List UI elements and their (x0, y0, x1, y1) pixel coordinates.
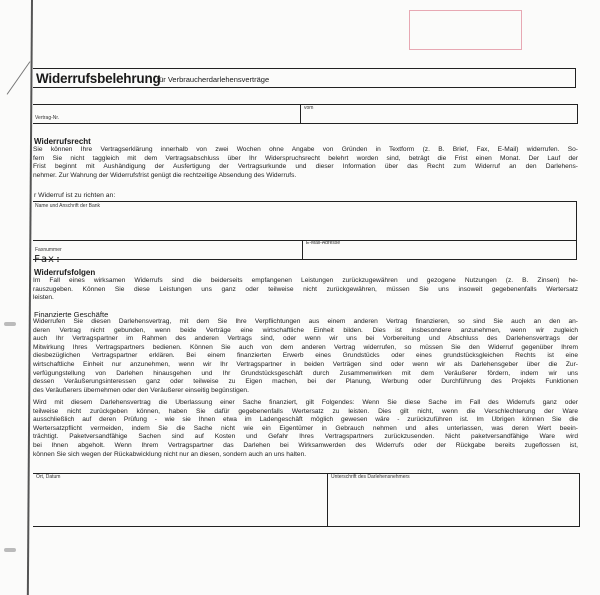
fax-value: Fax: (34, 254, 63, 265)
text-line: teilweise nicht zurückgeben können, haben Sie dafür gegebenenfalls Wertersatz zu leisten. Dies gilt nicht, wenn die Verschlechterung der Ware (33, 407, 578, 415)
page-subtitle: für Verbraucherdarlehensverträge (157, 75, 270, 84)
scan-artifact (7, 61, 31, 94)
email-label: E-Mail-Adresse (306, 240, 341, 246)
borrower-signature-label: Unterschrift des Darlehensnehmers (331, 474, 410, 480)
text-line: bei Ihnen abgeholt. Wenn Ihrem Vertragspartner das Darlehen bei Wirksamwerden des Widerrufs oder der Rückgabe bereits zugeflossen ist, (33, 441, 578, 449)
text-line: Mitwirkung Ihres Vertragspartners bedienen. Können Sie auch von dem anderen Vertrag widerrufen, so müssen Sie den Widerruf gegenüber Ihrem (33, 343, 578, 351)
text-line: leisten. (33, 294, 54, 302)
text-line: fern Sie nicht taggleich mit dem Vertragsabschluss über Ihr Widerspruchsrecht belehrt worden sind, beträgt die Frist einen Monat. Der Lauf der (33, 154, 578, 162)
recipient-intro: r Widerruf ist zu richten an: (34, 192, 116, 199)
text-line: diesbezüglichen Vertragspartner erklären. Bei einem finanzierten Erwerb eines Grundstücks oder eines grundstücksgleichen Rechts ist eine (33, 352, 578, 360)
section-heading-widerrufsfolgen: Widerrufsfolgen (34, 268, 96, 277)
page-title: Widerrufsbelehrung (36, 71, 161, 86)
text-line: rauszugeben. Können Sie diese Leistungen uns ganz oder teilweise nicht zurückgewähren, müssen Sie uns insoweit gegebenenfalls Wertersatz (33, 285, 578, 293)
divider (300, 104, 301, 124)
text-line: ausschließlich auf deren Prüfung - wie sie Ihnen etwa im Ladengeschäft möglich gewesen wäre - zurückzuführen ist. Im Übrigen können Sie die (33, 416, 578, 424)
divider (302, 241, 303, 260)
text-line: Wird mit diesem Darlehensvertrag die Überlassung einer Sache finanziert, gilt Folgendes: Wenn Sie diese Sache im Fall des Widerrufs ganz oder (33, 399, 578, 406)
date-from-label: vom (304, 105, 314, 111)
paragraph-finanzierte-geschaefte (33, 318, 578, 395)
text-line: deren Vertrag nicht gebunden, wenn beide Verträge eine wirtschaftliche Einheit bilden. Dies ist insbesondere anzunehmen, wenn wir zugleich (33, 326, 578, 334)
signature-box (33, 473, 580, 527)
text-line: nehmer. Zur Wahrung der Widerrufsfrist genügt die rechtzeitige Absendung des Widerrufs. (33, 171, 297, 179)
paragraph-ware (33, 399, 578, 459)
contact-box (33, 241, 577, 260)
text-line: Frist beginnt mit Aushändigung der Ausfertigung der Vertragsurkunde und dieser Information über das Recht zum Widerruf an den Darlehens- (33, 163, 578, 171)
text-line: verfügungstellung von Darlehen hinausgehen und Ihr Grundstücksgeschäft durch Zusammenwirken mit dem Veräußerer fördern, indem wir uns (33, 369, 578, 377)
text-line: wirtschaftliche Einheit nur anzunehmen, wenn wir Ihr Vertragspartner in beiden Verträgen sind oder wenn wir als Darlehensgeber über die Zur- (33, 360, 578, 368)
paragraph-widerrufsfolgen (33, 277, 578, 303)
text-line: Wertersatzpflicht vermeiden, indem Sie die Sache nicht wie ein Eigentümer in Gebrauch nehmen und alles unterlassen, was deren Wert beein- (33, 424, 578, 432)
section-heading-finanzierte-geschaefte: Finanzierte Geschäfte (34, 310, 109, 319)
bank-address-box (33, 201, 577, 241)
divider (327, 473, 328, 527)
bank-address-label: Name und Anschrift der Bank (35, 203, 101, 209)
text-line: dessen Veräußerungsinteressen ganz oder teilweise zu Eigen machen, bei der Planung, Werbung oder Durchführung des Projekts Funktionen (33, 378, 578, 386)
margin-line (27, 0, 33, 595)
text-line: des Veräußerers übernehmen oder den Veräußerer einseitig begünstigen. (33, 386, 249, 394)
punch-hole (4, 548, 16, 552)
text-line: Widerrufen Sie diesen Darlehensvertrag, mit dem Sie Ihre Verpflichtungen aus einem anderen Vertrag finanzieren, so sind Sie auch an den an- (33, 318, 578, 325)
fax-number-label: Faxnummer (35, 247, 62, 253)
stamp-box (409, 10, 522, 50)
contract-number-label: Vertrag-Nr. (35, 115, 60, 121)
text-line: trächtigt. Paketversandfähige Sachen sind auf Kosten und Gefahr Ihres Vertragspartners zurückzusenden. Nicht paketversandfähige Ware wird (33, 433, 578, 441)
text-line: Im Fall eines wirksamen Widerrufs sind die beiderseits empfangenen Leistungen zurückzugewähren und gezogene Nutzungen (z. B. Zinsen) he- (33, 277, 578, 284)
text-line: Sie können Ihre Vertragserklärung innerhalb von zwei Wochen ohne Angabe von Gründen in Textform (z. B. Brief, Fax, E-Mail) widerrufen. So- (33, 146, 578, 153)
place-date-label: Ort, Datum (36, 474, 61, 480)
section-heading-widerrufsrecht: Widerrufsrecht (34, 137, 91, 146)
text-line: können Sie sich wegen der Rückabwicklung nicht nur an diesen, sondern auch an uns halten. (33, 450, 307, 458)
punch-hole (4, 322, 16, 326)
text-line: auch Ihr Vertragspartner im Rahmen des anderen Vertrags sind, oder wenn wir uns bei Vorbereitung und Abschluss des Darlehensvertrags der (33, 335, 578, 343)
paragraph-widerrufsrecht (33, 146, 578, 180)
